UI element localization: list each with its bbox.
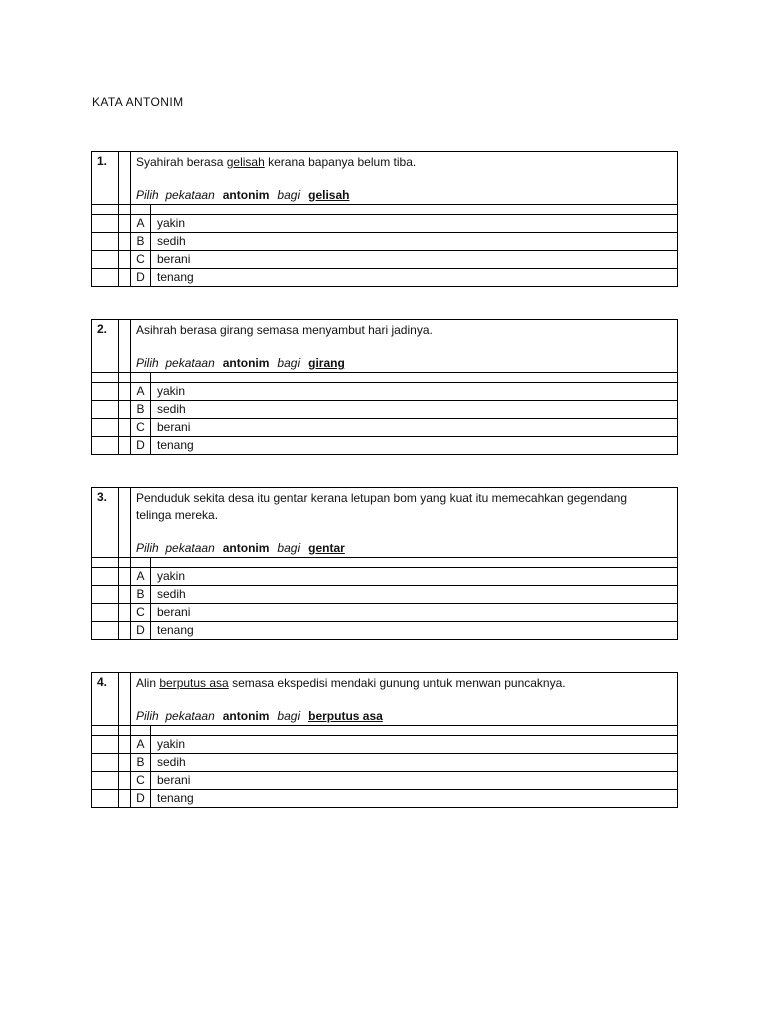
question-number: 1.: [92, 152, 119, 205]
question-stem: Alin berputus asa semasa ekspedisi mendaki gunung untuk menwan puncaknya. Pilih pekataan antonim bagi berputus asa: [131, 673, 678, 726]
option-letter: B: [131, 586, 151, 604]
option-letter: C: [131, 772, 151, 790]
option-b[interactable]: [92, 401, 678, 419]
question-stem: Syahirah berasa gelisah kerana bapanya belum tiba. Pilih pekataan antonim bagi gelisah: [131, 152, 678, 205]
option-letter: A: [131, 568, 151, 586]
question-prompt: Pilih pekataan antonim bagi girang: [136, 356, 345, 370]
question-prompt: Pilih pekataan antonim bagi gelisah: [136, 188, 350, 202]
option-text: berani: [151, 604, 678, 622]
option-text: berani: [151, 772, 678, 790]
question-number: 4.: [92, 673, 119, 726]
option-text: sedih: [151, 401, 678, 419]
option-a[interactable]: [92, 383, 678, 401]
option-a[interactable]: [92, 215, 678, 233]
question-stem: Asihrah berasa girang semasa menyambut hari jadinya. Pilih pekataan antonim bagi girang: [131, 320, 678, 373]
question-prompt: Pilih pekataan antonim bagi gentar: [136, 541, 345, 555]
option-b[interactable]: [92, 754, 678, 772]
option-a[interactable]: [92, 568, 678, 586]
option-letter: D: [131, 790, 151, 808]
prompt-target: berputus asa: [308, 709, 383, 723]
prompt-target: gentar: [308, 541, 345, 555]
question-3: [91, 487, 678, 640]
option-letter: D: [131, 269, 151, 287]
page-title: KATA ANTONIM: [92, 95, 184, 109]
option-d[interactable]: [92, 790, 678, 808]
option-c[interactable]: [92, 251, 678, 269]
option-text: tenang: [151, 622, 678, 640]
option-text: tenang: [151, 790, 678, 808]
question-1: [91, 151, 678, 287]
option-letter: A: [131, 383, 151, 401]
option-letter: A: [131, 215, 151, 233]
option-b[interactable]: [92, 586, 678, 604]
option-text: sedih: [151, 233, 678, 251]
option-letter: B: [131, 233, 151, 251]
question-keyword: gentar: [273, 491, 308, 505]
option-text: tenang: [151, 437, 678, 455]
question-keyword: berputus asa: [159, 676, 229, 690]
option-c[interactable]: [92, 772, 678, 790]
question-2: [91, 319, 678, 455]
question-number: 3.: [92, 488, 119, 558]
option-b[interactable]: [92, 233, 678, 251]
option-letter: B: [131, 401, 151, 419]
question-4: [91, 672, 678, 808]
option-text: berani: [151, 419, 678, 437]
option-a[interactable]: [92, 736, 678, 754]
question-prompt: Pilih pekataan antonim bagi berputus asa: [136, 709, 383, 723]
option-text: yakin: [151, 383, 678, 401]
option-text: berani: [151, 251, 678, 269]
option-c[interactable]: [92, 604, 678, 622]
option-text: sedih: [151, 586, 678, 604]
option-text: yakin: [151, 736, 678, 754]
option-d[interactable]: [92, 622, 678, 640]
option-letter: D: [131, 622, 151, 640]
prompt-target: girang: [308, 356, 345, 370]
option-letter: A: [131, 736, 151, 754]
option-text: yakin: [151, 215, 678, 233]
question-stem: Penduduk sekita desa itu gentar kerana letupan bom yang kuat itu memecahkan gegendang telinga mereka. Pilih pekataan antonim bagi gentar: [131, 488, 678, 558]
option-letter: B: [131, 754, 151, 772]
option-text: tenang: [151, 269, 678, 287]
option-d[interactable]: [92, 269, 678, 287]
option-text: sedih: [151, 754, 678, 772]
question-number: 2.: [92, 320, 119, 373]
option-letter: C: [131, 419, 151, 437]
question-keyword: gelisah: [226, 155, 265, 169]
option-d[interactable]: [92, 437, 678, 455]
option-letter: D: [131, 437, 151, 455]
option-c[interactable]: [92, 419, 678, 437]
option-text: yakin: [151, 568, 678, 586]
question-keyword: girang: [220, 323, 254, 337]
option-letter: C: [131, 604, 151, 622]
option-letter: C: [131, 251, 151, 269]
prompt-target: gelisah: [308, 188, 350, 202]
